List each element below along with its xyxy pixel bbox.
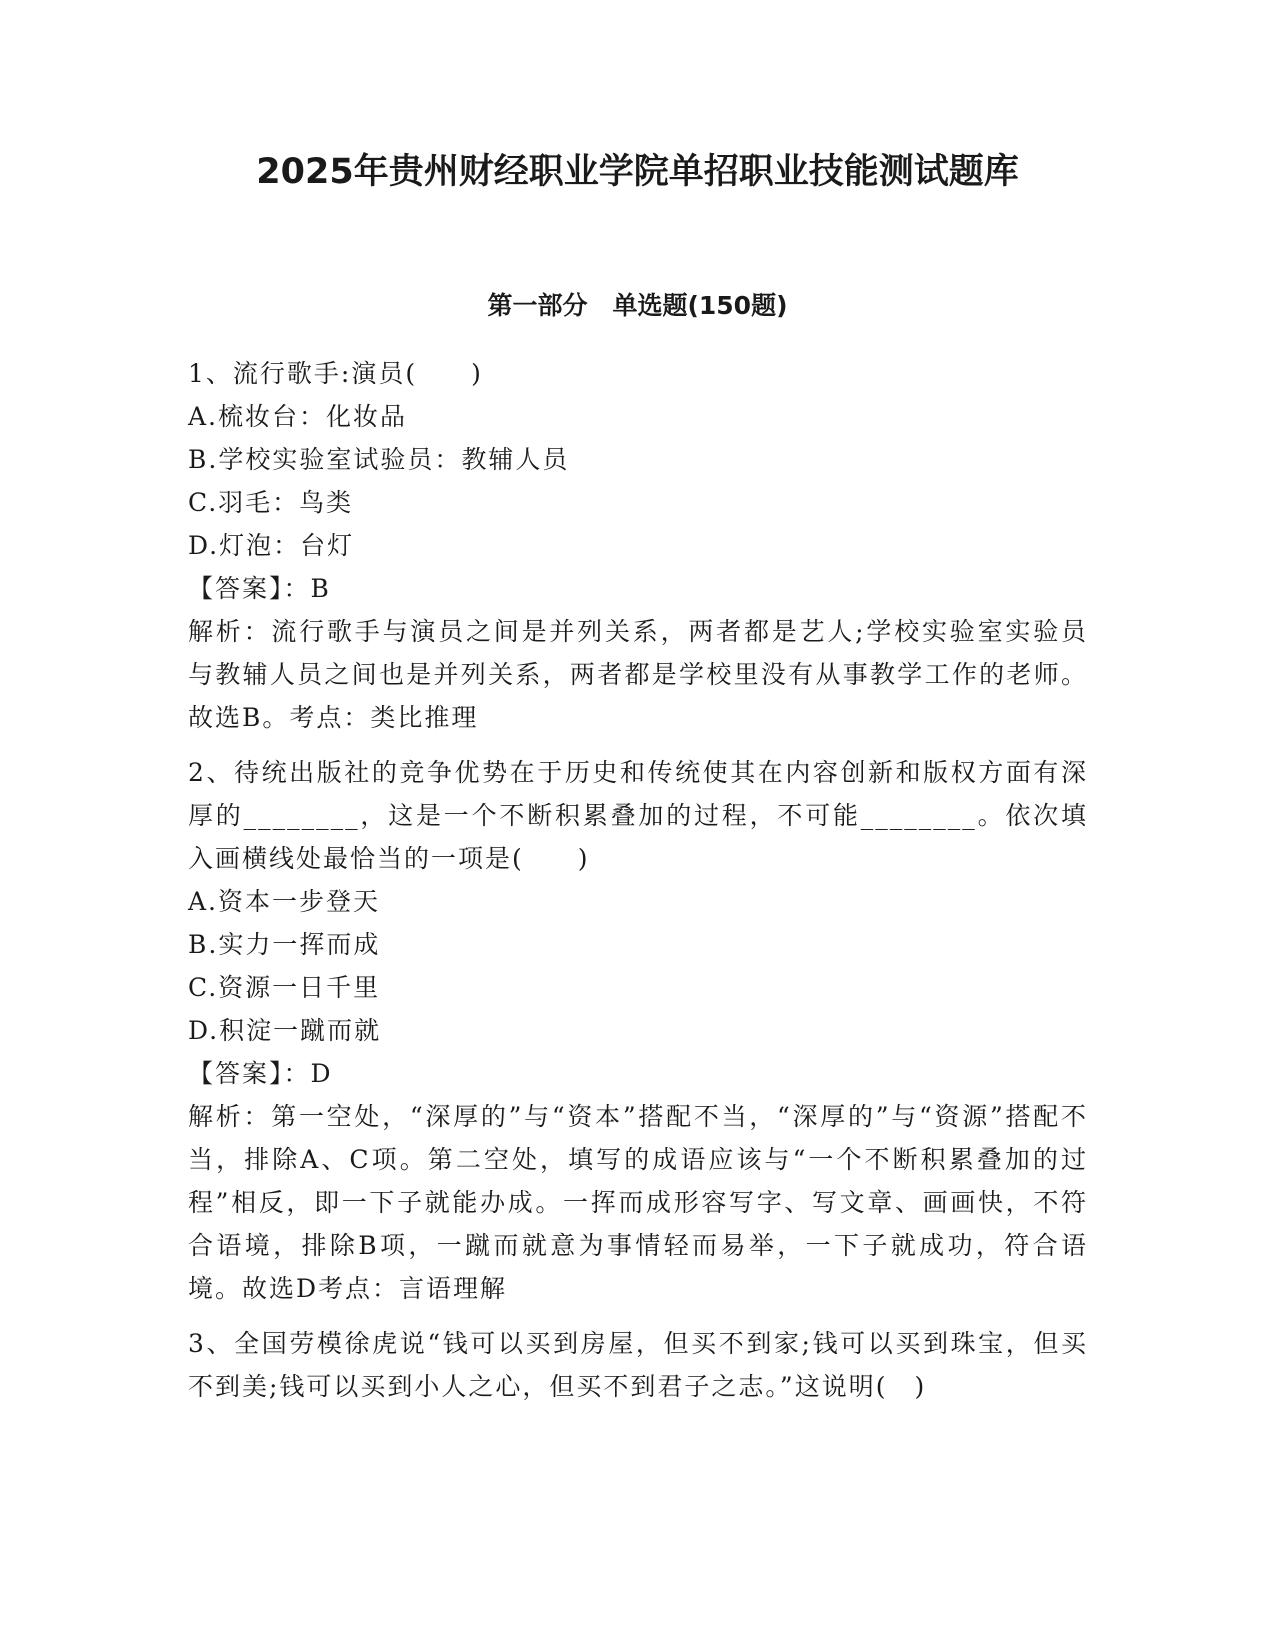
option-a: A.梳妆台：化妆品: [188, 402, 408, 431]
option-c: C.羽毛：鸟类: [188, 488, 354, 517]
document-title: 2025年贵州财经职业学院单招职业技能测试题库: [256, 152, 1019, 192]
explanation: 解析：流行歌手与演员之间是并列关系，两者都是艺人;学校实验室实验员与教辅人员之间也是并列关系，两者都是学校里没有从事教学工作的老师。故选B。考点：类比推理: [188, 617, 1088, 732]
answer-label: 【答案】：D: [188, 1059, 333, 1088]
option-a: A.资本一步登天: [188, 887, 381, 916]
option-b: B.实力一挥而成: [188, 930, 381, 959]
explanation: 解析：第一空处，“深厚的”与“资本”搭配不当，“深厚的”与“资源”搭配不当，排除A、C项。第二空处，填写的成语应该与“一个不断积累叠加的过程”相反，即一下子就能办成。一挥而成形容写字、写文章、画画快，不符合语境，排除B项，一蹴而就意为事情轻而易举，一下子就成功，符合语境。故选D考点：言语理解: [188, 1102, 1088, 1303]
question-2: [188, 751, 1088, 1310]
question-stem: 1、流行歌手:演员( ): [188, 359, 483, 388]
answer-label: 【答案】：B: [188, 574, 331, 603]
question-1: [188, 352, 1088, 739]
option-d: D.灯泡：台灯: [188, 531, 355, 560]
option-c: C.资源一日千里: [188, 973, 381, 1002]
question-list: [188, 352, 1088, 1420]
question-stem: 3、全国劳模徐虎说“钱可以买到房屋，但买不到家;钱可以买到珠宝，但买不到美;钱可以买到小人之心，但买不到君子之志。”这说明( ): [188, 1329, 1088, 1401]
option-b: B.学校实验室试验员：教辅人员: [188, 445, 570, 474]
section-title: 第一部分 单选题(150题): [487, 291, 788, 320]
question-stem: 2、待统出版社的竞争优势在于历史和传统使其在内容创新和版权方面有深厚的________，这是一个不断积累叠加的过程，不可能________。依次填入画横线处最恰当的一项是( ): [188, 758, 1088, 873]
question-3: [188, 1322, 1088, 1408]
option-d: D.积淀一蹴而就: [188, 1016, 382, 1045]
